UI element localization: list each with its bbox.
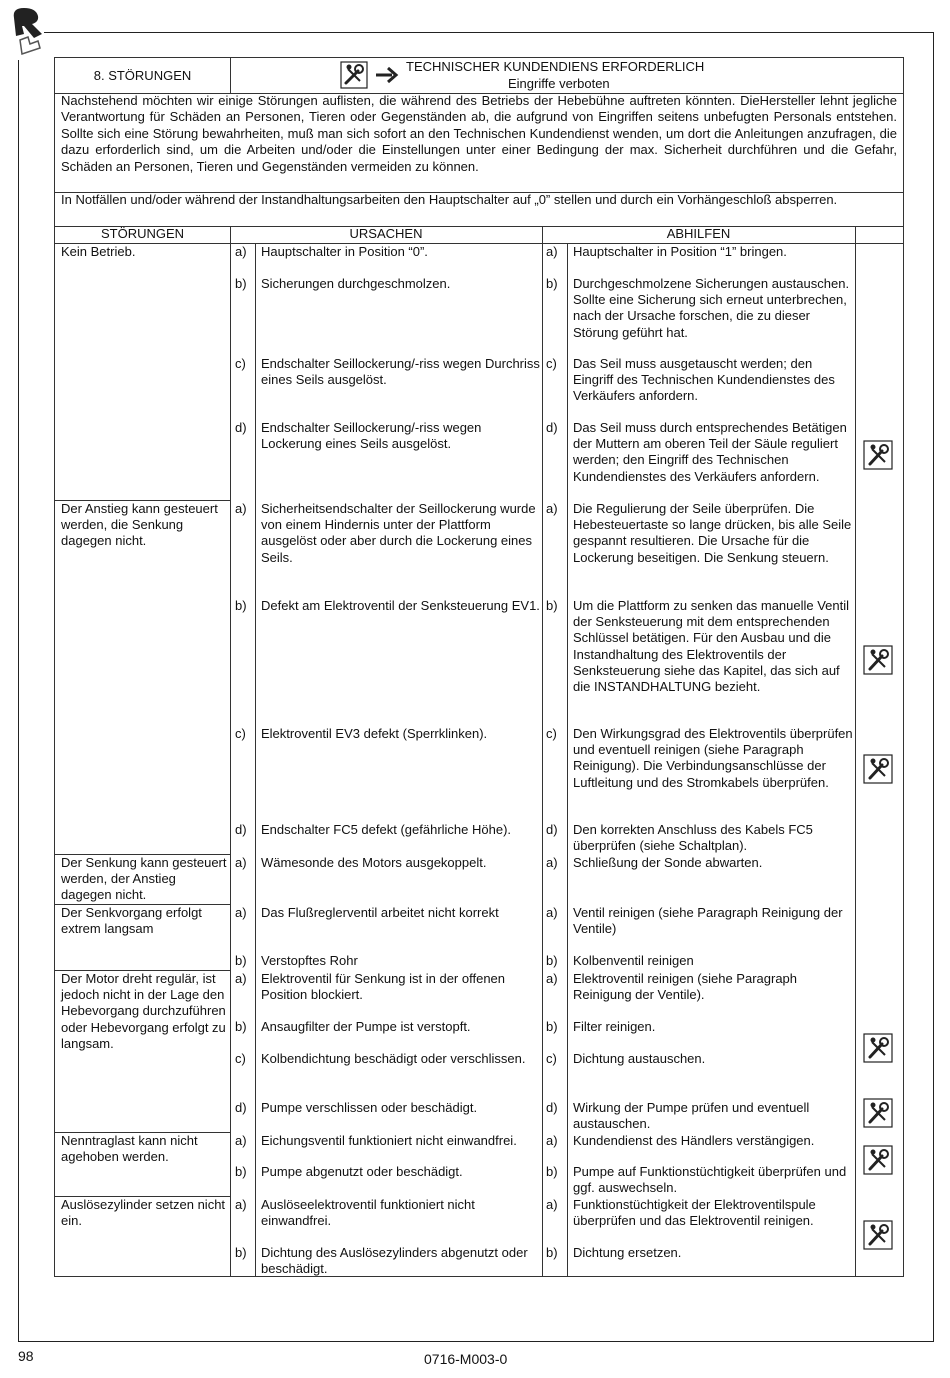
remedy-label: d) xyxy=(546,420,558,435)
technician-tool-icon xyxy=(863,754,893,784)
cause-label: a) xyxy=(235,501,247,516)
remedy-label: d) xyxy=(546,822,558,837)
cause-text: Eichungsventil funktioniert nicht einwandfrei. xyxy=(261,1133,517,1148)
cause-label: a) xyxy=(235,244,247,259)
fault-text: Der Anstieg kann gesteuert werden, die Senkung dagegen nicht. xyxy=(61,501,218,549)
arrow-right-icon xyxy=(376,68,396,82)
column-header-causes: URSACHEN xyxy=(349,226,423,241)
remedy-label: c) xyxy=(546,726,557,741)
fault-text: Der Senkung kann gesteuert werden, der Anstieg dagegen nicht. xyxy=(61,855,227,903)
cause-label: a) xyxy=(235,905,247,920)
cause-text: Endschalter Seillockerung/-riss wegen Durchriss eines Seils ausgelöst. xyxy=(261,356,540,388)
frame-bottom-line xyxy=(18,1341,934,1342)
cause-text: Wämesonde des Motors ausgekoppelt. xyxy=(261,855,487,870)
remedy-text: Funktionstüchtigkeit der Elektroventilspule überprüfen und das Elektroventil reinigen. xyxy=(573,1197,816,1229)
remedy-text: Hauptschalter in Position “1” bringen. xyxy=(573,244,787,259)
column-divider xyxy=(230,226,231,1276)
technician-tool-icon xyxy=(863,1145,893,1175)
cause-label: d) xyxy=(235,1100,247,1115)
cause-text: Pumpe abgenutzt oder beschädigt. xyxy=(261,1164,463,1179)
cause-text: Elektroventil für Senkung ist in der offenen Position blockiert. xyxy=(261,971,506,1003)
remedy-label: d) xyxy=(546,1100,558,1115)
column-divider xyxy=(567,243,568,1276)
remedy-label: a) xyxy=(546,855,558,870)
cause-label: a) xyxy=(235,1197,247,1212)
fault-text: Der Motor dreht regulär, ist jedoch nicht in der Lage den Hebevorgang durchzuführen oder Hebevorgang erfolgt zu langsam. xyxy=(61,971,226,1051)
frame-top-line xyxy=(44,32,934,33)
column-divider xyxy=(255,243,256,1276)
fault-text: Auslösezylinder setzen nicht ein. xyxy=(61,1197,226,1229)
remedy-text: Die Regulierung der Seile überprüfen. Die Hebesteuertaste so lange drücken, bis alle Seile gespannt resultieren. Die Ursache für die Lockerung beseitigen. Die Senkung steuern. xyxy=(573,501,852,565)
cause-text: Dichtung des Auslösezylinders abgenutzt oder beschädigt. xyxy=(261,1245,528,1277)
fault-text: Nenntraglast kann nicht agehoben werden. xyxy=(61,1133,198,1165)
remedy-label: a) xyxy=(546,501,558,516)
remedy-text: Kundendienst des Händlers verstängigen. xyxy=(573,1133,815,1148)
technician-tool-icon xyxy=(863,1220,893,1250)
cause-text: Endschalter Seillockerung/-riss wegen Lockerung eines Seils ausgelöst. xyxy=(261,420,482,452)
remedy-text: Ventil reinigen (siehe Paragraph Reinigung der Ventile) xyxy=(573,905,843,937)
fault-text: Kein Betrieb. xyxy=(61,244,136,259)
remedy-label: b) xyxy=(546,1245,558,1260)
remedy-label: a) xyxy=(546,971,558,986)
page-number: 98 xyxy=(18,1348,34,1364)
section-title: 8. STÖRUNGEN xyxy=(55,58,231,93)
cause-text: Kolbendichtung beschädigt oder verschlissen. xyxy=(261,1051,526,1066)
column-divider xyxy=(855,226,856,1276)
technician-tool-icon xyxy=(863,1033,893,1063)
remedy-label: c) xyxy=(546,356,557,371)
technician-tool-icon xyxy=(863,1098,893,1128)
cause-text: Endschalter FC5 defekt (gefährliche Höhe). xyxy=(261,822,512,837)
remedy-label: a) xyxy=(546,244,558,259)
cause-label: b) xyxy=(235,1245,247,1260)
remedy-label: a) xyxy=(546,1133,558,1148)
cause-text: Das Flußreglerventil arbeitet nicht korrekt xyxy=(261,905,499,920)
remedy-text: Den Wirkungsgrad des Elektroventils überprüfen und eventuell reinigen (siehe Paragraph Reinigung). Die Verbindungsanschlüsse der Luftleitung und des Stromkabels überprüfen. xyxy=(573,726,853,790)
frame-left-line xyxy=(18,60,19,1341)
remedy-label: b) xyxy=(546,598,558,613)
emergency-note: In Notfällen und/oder während der Instandhaltungsarbeiten den Hauptschalter auf „0” stellen und durch ein Vorhängeschloß absperren. xyxy=(61,192,838,207)
cause-label: b) xyxy=(235,598,247,613)
cause-text: Defekt am Elektroventil der Senksteuerung EV1. xyxy=(261,598,540,613)
remedy-label: b) xyxy=(546,953,558,968)
cause-label: c) xyxy=(235,1051,246,1066)
cause-label: d) xyxy=(235,420,247,435)
company-logo-icon xyxy=(8,4,48,56)
header-service-required: TECHNISCHER KUNDENDIENS ERFORDERLICH xyxy=(406,59,705,74)
cause-text: Pumpe verschlissen oder beschädigt. xyxy=(261,1100,478,1115)
remedy-text: Schließung der Sonde abwarten. xyxy=(573,855,763,870)
fault-text: Der Senkvorgang erfolgt extrem langsam xyxy=(61,905,202,937)
cause-label: a) xyxy=(235,1133,247,1148)
header-interventions-forbidden: Eingriffe verboten xyxy=(508,76,610,91)
remedy-label: b) xyxy=(546,276,558,291)
cause-text: Verstopftes Rohr xyxy=(261,953,358,968)
cause-label: b) xyxy=(235,1019,247,1034)
column-header-faults: STÖRUNGEN xyxy=(100,226,185,241)
remedy-label: a) xyxy=(546,1197,558,1212)
technician-arrow-icons xyxy=(340,61,402,89)
remedy-text: Dichtung austauschen. xyxy=(573,1051,706,1066)
cause-label: a) xyxy=(235,971,247,986)
technician-tool-icon xyxy=(863,645,893,675)
technician-tool-icon xyxy=(863,440,893,470)
intro-paragraph: Nachstehend möchten wir einige Störungen auflisten, die während des Betriebs der Hebebühne auftreten könnten. DieHersteller lehnt jegliche Verantwortung für Schäden an Personen, Tieren oder Gegenständen ab, die aufgrund von Eingriffen seitens unbefugten Personals entstehen. Sollte sich eine Störung bewahrheiten, muß man sich sofort an den Technischen Kundendienst wenden, um dort die Anleitungen anzufragen, die dazu erforderlich sind, um die Arbeiten und/oder die Einstellungen unter einer Bedingung der max. Sicherheit durchführen und die Gefahr, Schäden an Personen, Tieren und Gegenständen vermeiden zu können. xyxy=(61,93,897,174)
cause-label: c) xyxy=(235,356,246,371)
remedy-text: Das Seil muss ausgetauscht werden; den Eingriff des Technischen Kundendienstes des Verkäufers anfordern. xyxy=(573,356,835,404)
remedy-text: Durchgeschmolzene Sicherungen austauschen. Sollte eine Sicherung sich erneut unterbrechen, nach der Ursache forschen, die zu dieser Störung geführt hat. xyxy=(573,276,850,340)
section-header xyxy=(55,58,903,94)
cause-text: Elektroventil EV3 defekt (Sperrklinken). xyxy=(261,726,488,741)
remedy-text: Das Seil muss durch entsprechendes Betätigen der Muttern am oberen Teil der Säule reguliert werden; den Eingriff des Technischen Kundendienstes des Verkäufers anfordern. xyxy=(573,420,847,484)
remedy-text: Den korrekten Anschluss des Kabels FC5 überprüfen (siehe Schaltplan). xyxy=(573,822,813,854)
cause-label: c) xyxy=(235,726,246,741)
cause-label: a) xyxy=(235,855,247,870)
cause-text: Auslöseelektroventil funktioniert nicht einwandfrei. xyxy=(261,1197,475,1229)
remedy-text: Um die Plattform zu senken das manuelle Ventil der Senksteuerung mit dem entsprechenden Schlüssel betätigen. Für den Ausbau und die Instandhaltung des Elektroventils der Senksteuerung siehe das Kapitel, das sich auf die INSTANDHALTUNG bezieht. xyxy=(573,598,850,695)
remedy-text: Elektroventil reinigen (siehe Paragraph Reinigung der Ventile). xyxy=(573,971,798,1003)
remedy-text: Pumpe auf Funktionstüchtigkeit überprüfen und ggf. auswechseln. xyxy=(573,1164,847,1196)
cause-label: b) xyxy=(235,1164,247,1179)
column-header-remedies: ABHILFEN xyxy=(666,226,731,241)
cause-text: Sicherungen durchgeschmolzen. xyxy=(261,276,451,291)
remedy-text: Kolbenventil reinigen xyxy=(573,953,694,968)
column-divider xyxy=(542,226,543,1276)
document-code: 0716-M003-0 xyxy=(424,1351,508,1367)
remedy-text: Dichtung ersetzen. xyxy=(573,1245,682,1260)
cause-text: Ansaugfilter der Pumpe ist verstopft. xyxy=(261,1019,471,1034)
cause-text: Sicherheitsendschalter der Seillockerung wurde von einem Hindernis unter der Plattform ausgelöst oder aber durch die Lockerung eines Seils. xyxy=(261,501,536,565)
cause-label: d) xyxy=(235,822,247,837)
cause-label: b) xyxy=(235,276,247,291)
frame-right-line xyxy=(933,32,934,1342)
remedy-label: b) xyxy=(546,1019,558,1034)
remedy-text: Wirkung der Pumpe prüfen und eventuell austauschen. xyxy=(573,1100,810,1132)
remedy-text: Filter reinigen. xyxy=(573,1019,656,1034)
cause-text: Hauptschalter in Position “0”. xyxy=(261,244,428,259)
remedy-label: a) xyxy=(546,905,558,920)
cause-label: b) xyxy=(235,953,247,968)
troubleshooting-table xyxy=(54,57,904,1277)
remedy-label: b) xyxy=(546,1164,558,1179)
remedy-label: c) xyxy=(546,1051,557,1066)
